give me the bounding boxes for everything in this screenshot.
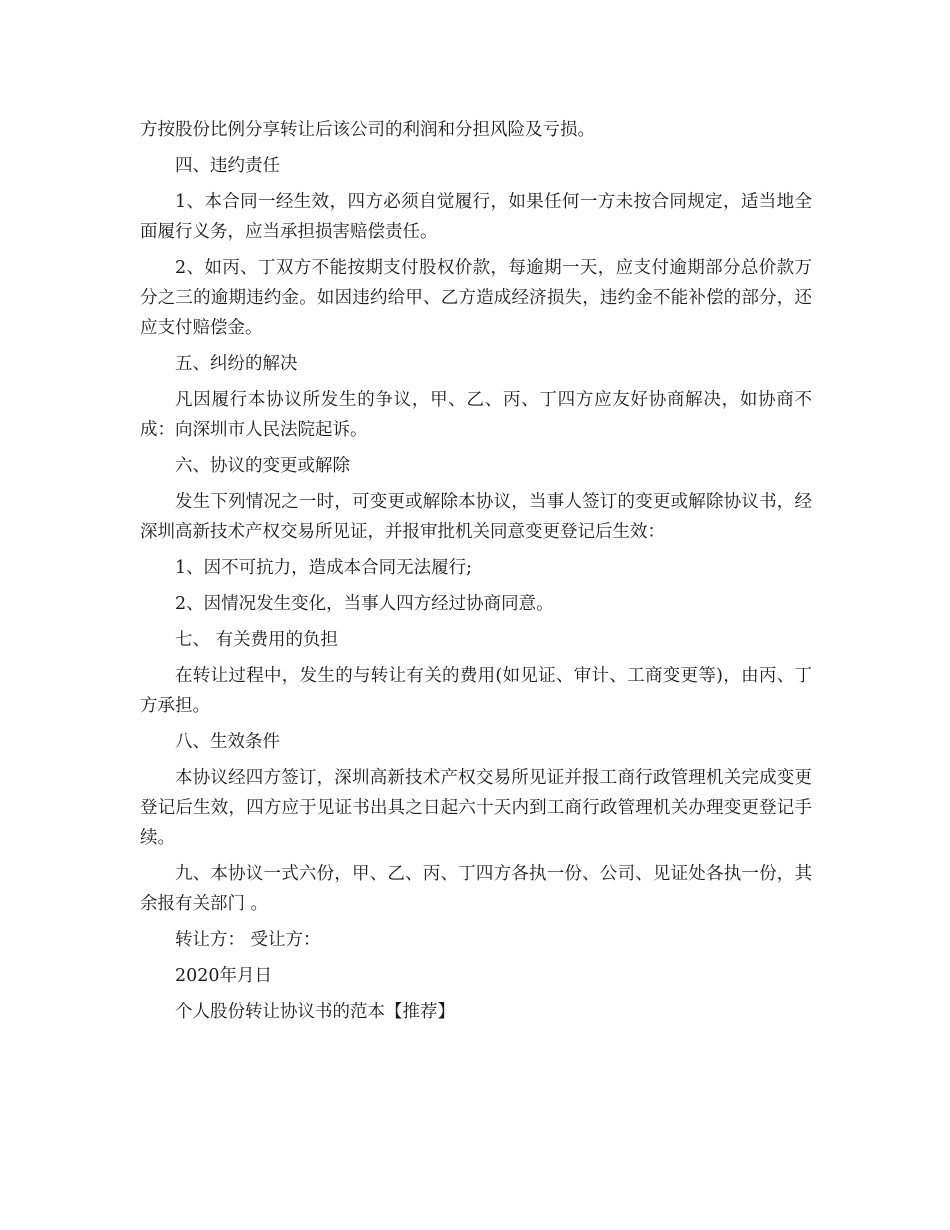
section-heading-dispute-resolution: 五、纠纷的解决 — [175, 354, 298, 374]
paragraph-continuation: 方按股份比例分享转让后该公司的利润和分担风险及亏损。 — [140, 120, 595, 140]
date-line: 2020年月日 — [175, 966, 273, 986]
clause-paragraph: 凡因履行本协议所发生的争议，甲、乙、丙、丁四方应友好协商解决，如协商不成：向深圳市人民法院起诉。 — [140, 390, 812, 440]
section-heading-effective-conditions: 八、生效条件 — [175, 732, 280, 752]
signature-line: 转让方： 受让方： — [175, 930, 321, 950]
clause-paragraph: 1、本合同一经生效，四方必须自觉履行，如果任何一方未按合同规定，适当地全面履行义务，应当承担损害赔偿责任。 — [140, 192, 812, 242]
section-heading-breach-liability: 四、违约责任 — [175, 156, 280, 176]
clause-paragraph: 九、本协议一式六份，甲、乙、丙、丁四方各执一份、公司、见证处各执一份，其余报有关部门 。 — [140, 864, 812, 914]
clause-paragraph: 2、如丙、丁双方不能按期支付股权价款，每逾期一天，应支付逾期部分总价款万分之三的逾期违约金。如因违约给甲、乙方造成经济损失，违约金不能补偿的部分，还应支付赔偿金。 — [140, 258, 812, 338]
clause-paragraph: 发生下列情况之一时，可变更或解除本协议，当事人签订的变更或解除协议书，经深圳高新技术产权交易所见证，并报审批机关同意变更登记后生效： — [140, 492, 812, 542]
next-title-line: 个人股份转让协议书的范本【推荐】 — [175, 1002, 455, 1022]
clause-paragraph: 在转让过程中，发生的与转让有关的费用(如见证、审计、工商变更等)，由丙、丁方承担。 — [140, 666, 812, 716]
clause-paragraph: 本协议经四方签订，深圳高新技术产权交易所见证并报工商行政管理机关完成变更登记后生效，四方应于见证书出具之日起六十天内到工商行政管理机关办理变更登记手续。 — [140, 768, 812, 848]
document-body — [140, 115, 812, 1033]
clause-paragraph: 1、因不可抗力，造成本合同无法履行; — [175, 558, 473, 578]
section-heading-expenses: 七、 有关费用的负担 — [175, 630, 339, 650]
clause-paragraph: 2、因情况发生变化，当事人四方经过协商同意。 — [175, 594, 554, 614]
section-heading-amendment: 六、协议的变更或解除 — [175, 456, 350, 476]
